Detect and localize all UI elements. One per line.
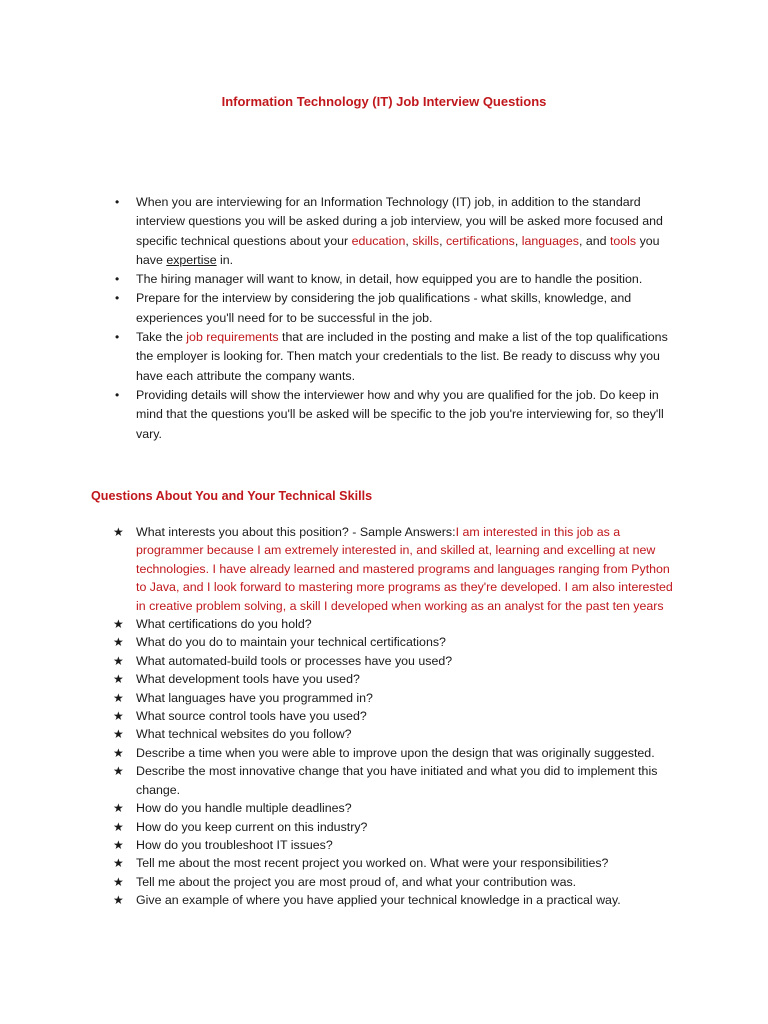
list-item [112,270,682,289]
question-text: Describe the most innovative change that you have initiated and what you did to implement this change. [136,764,658,797]
question-text: What interests you about this position? - Sample Answers: [136,525,456,539]
question-text: What certifications do you hold? [136,617,312,632]
question-item [112,523,682,615]
certifications-link[interactable]: certifications [445,233,515,248]
question-item [112,799,682,817]
document-title: Information Technology (IT) Job Interview Questions [221,94,547,109]
separator-text: , and [578,233,610,248]
question-item [112,873,682,891]
star-icon: ★ [113,617,124,632]
bullet-icon: • [115,330,120,345]
intro-text: The hiring manager will want to know, in detail, how equipped you are to handle the position. [136,272,643,287]
star-icon: ★ [113,893,124,908]
question-text: What source control tools have you used? [136,709,367,724]
expertise-link[interactable]: expertise [166,252,217,267]
question-text: What languages have you programmed in? [136,690,373,705]
question-item [112,689,682,707]
star-icon: ★ [113,525,124,539]
intro-text: Take the [136,330,187,345]
question-text: How do you keep current on this industry? [136,819,368,834]
bullet-icon: • [115,195,120,209]
question-text: Give an example of where you have applied your technical knowledge in a practical way. [136,893,621,908]
separator-text: , [439,233,446,248]
star-icon: ★ [113,819,124,834]
question-item [112,818,682,836]
question-item [112,854,682,872]
intro-text: you have [136,233,660,267]
star-icon: ★ [113,653,124,668]
question-item [112,615,682,633]
star-icon: ★ [113,727,124,742]
star-icon: ★ [113,874,124,889]
star-icon: ★ [113,690,124,705]
star-icon: ★ [113,764,124,779]
bullet-icon: • [115,272,120,287]
star-icon: ★ [113,745,124,760]
intro-text: Prepare for the interview by considering the job qualifications - what skills, knowledge, and experiences you'll need for to be successful in the job. [136,291,632,325]
languages-link[interactable]: languages [521,233,579,248]
job-requirements-link[interactable]: job requirements [186,330,279,345]
skills-link[interactable]: skills [412,233,440,248]
question-text: How do you troubleshoot IT issues? [136,837,333,852]
question-text: What development tools have you used? [136,672,360,687]
question-text: What technical websites do you follow? [136,727,352,742]
question-text: How do you handle multiple deadlines? [136,801,352,816]
question-text: Tell me about the most recent project you worked on. What were your responsibilities? [136,856,609,871]
question-item [112,670,682,688]
intro-text: When you are interviewing for an Information Technology (IT) job, in addition to the standard interview questions you will be asked during a job interview, you will be asked more focused and specific technical questions about your [136,195,663,248]
question-text: What automated-build tools or processes have you used? [136,653,453,668]
question-item [112,891,682,909]
question-text: Tell me about the project you are most proud of, and what your contribution was. [136,874,577,889]
separator-text: , [405,233,413,248]
intro-text: Providing details will show the interviewer how and why you are qualified for the job. Do keep in mind that the questions you'll be asked will be specific to the job you're interviewing for, so they'll vary. [136,387,664,441]
list-item [112,328,682,386]
question-item [112,707,682,725]
question-item [112,652,682,670]
star-icon: ★ [113,709,124,724]
question-item [112,633,682,651]
star-icon: ★ [113,801,124,816]
section-heading: Questions About You and Your Technical Skills [91,489,373,503]
star-icon: ★ [113,856,124,871]
question-text: What do you do to maintain your technical certifications? [136,635,446,650]
bullet-icon: • [115,387,120,402]
question-item [112,725,682,743]
intro-text: that are included in the posting and make a list of the top qualifications the employer is looking for. Then match your credentials to the list. Be ready to discuss why you have each attribute the company wants. [136,330,668,383]
star-icon: ★ [113,672,124,687]
list-item [112,386,682,444]
education-link[interactable]: education [351,233,406,248]
questions-list [112,523,682,910]
star-icon: ★ [113,635,124,650]
question-text: Describe a time when you were able to improve upon the design that was originally suggested. [136,745,655,760]
intro-bullet-list [112,193,682,444]
sample-answer-text: I am interested in this job as a programmer because I am extremely interested in, and skilled at, learning and excelling at new technologies. I have already learned and mastered programs and languages ranging from Python to Java, and I look forward to mastering more programs as they're developed. I am also interested in creative problem solving, a skill I developed when working as an analyst for the past ten years [136,525,673,613]
tools-link[interactable]: tools [609,233,637,248]
intro-text: in. [216,252,234,267]
list-item [112,193,682,270]
question-item [112,744,682,762]
list-item [112,289,682,328]
star-icon: ★ [113,837,124,852]
question-item [112,762,682,799]
bullet-icon: • [115,291,120,306]
question-item [112,836,682,854]
separator-text: , [514,233,522,248]
